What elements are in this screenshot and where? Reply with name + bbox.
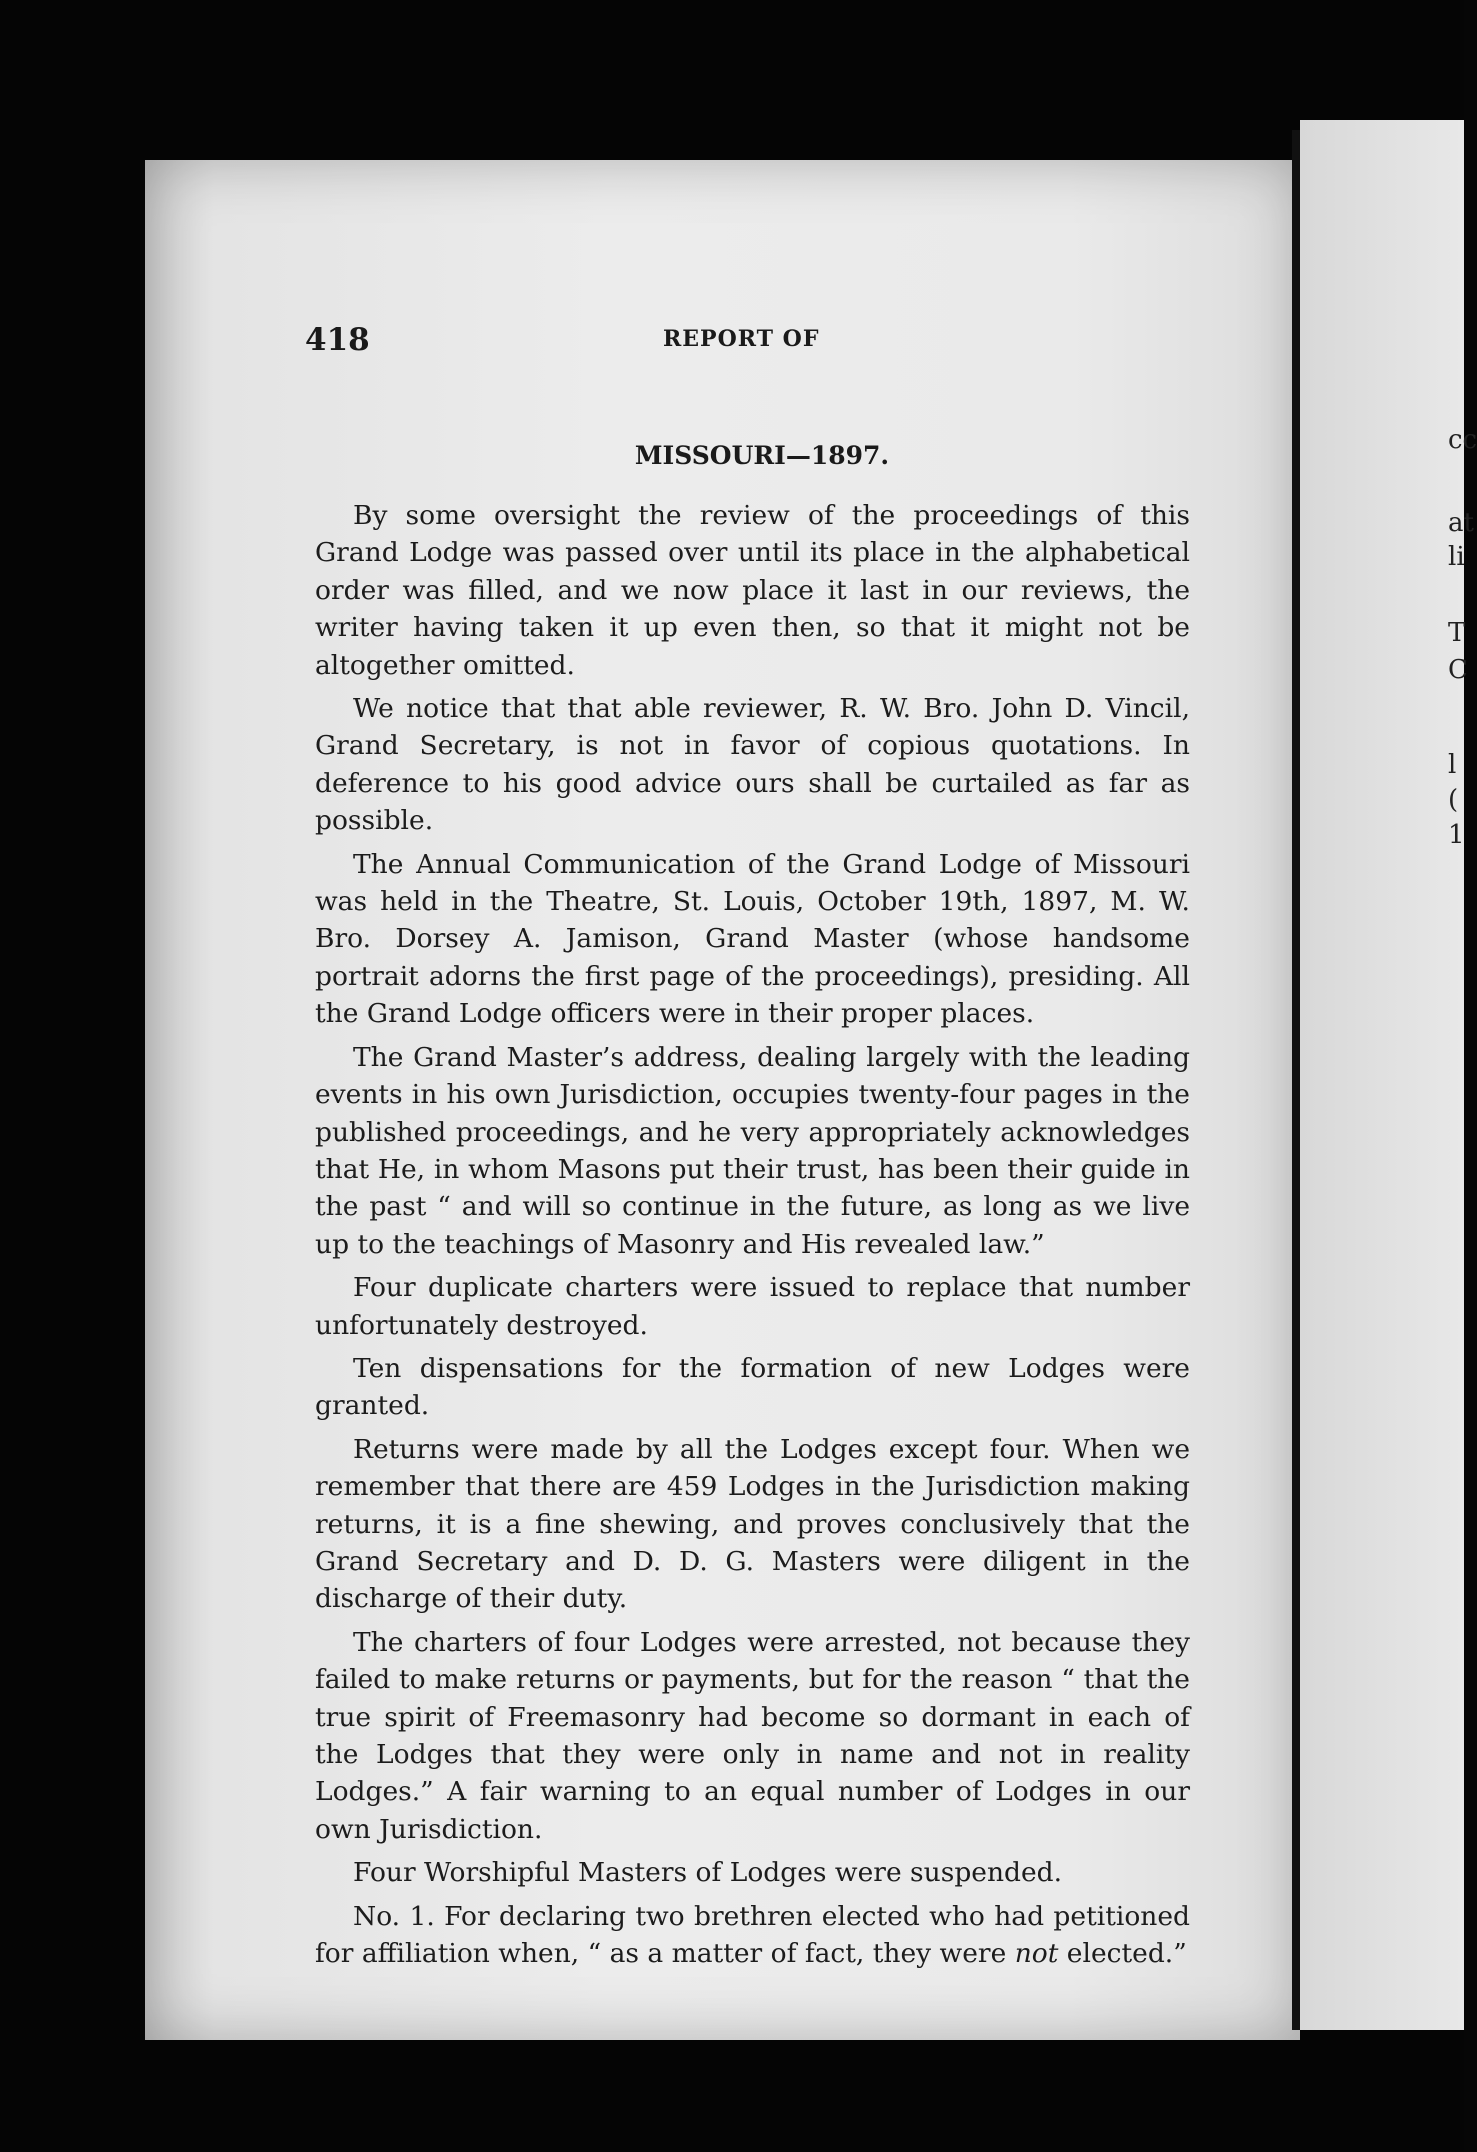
emphasis-text: not [1014, 1938, 1059, 1970]
adjacent-fragment: li [1448, 542, 1465, 572]
body-text [315, 497, 1190, 1978]
adjacent-fragment: ( [1448, 785, 1459, 815]
adjacent-fragment: l [1448, 750, 1457, 780]
running-head [0, 322, 1464, 362]
paragraph-last [315, 1898, 1190, 1973]
adjacent-fragment: cc [1448, 425, 1477, 455]
running-title: REPORT OF [663, 326, 820, 352]
paragraph-last-tail: elected.” [1058, 1938, 1187, 1970]
paragraph: The Grand Master’s address, dealing largely with the leading events in his own Jurisdiction, occupies twenty-four pages in the published proceedings, and he very appropriately acknowledges that He, in whom Masons put their trust, has been their guide in the past “ and will so continue in the future, as long as we live up to the teachings of Masonry and His revealed law.” [315, 1041, 1190, 1260]
page-number: 418 [305, 322, 370, 358]
paragraph: By some oversight the review of the proceedings of this Grand Lodge was passed over until its place in the alphabetical order was filled, and we now place it last in our reviews, the writer having taken it up even then, so that it might not be altogether omitted. [315, 500, 1190, 681]
paragraph: The Annual Communication of the Grand Lodge of Missouri was held in the Theatre, St. Louis, October 19th, 1897, M. W. Bro. Dorsey A. Jamison, Grand Master (whose handsome portrait adorns the first page of the proceedings), presiding. All the Grand Lodge officers were in their proper places. [315, 848, 1190, 1030]
adjacent-fragment: T [1448, 618, 1466, 648]
paragraph: Four Worshipful Masters of Lodges were suspended. [353, 1857, 1063, 1889]
paragraph: Ten dispensations for the formation of new Lodges were granted. [315, 1352, 1190, 1422]
paragraph: Returns were made by all the Lodges except four. When we remember that there are 459 Lodges in the Jurisdiction making returns, it is a fine shewing, and proves conclusively that the Grand Secretary and D. D. G. Masters were diligent in the discharge of their duty. [315, 1433, 1190, 1615]
adjacent-fragment: at [1448, 508, 1474, 538]
paragraph: Four duplicate charters were issued to replace that number unfortunately destroyed. [315, 1272, 1190, 1341]
page-gutter [1292, 130, 1300, 2030]
paragraph: We notice that that able reviewer, R. W. Bro. John D. Vincil, Grand Secretary, is not in favor of copious quotations. In deference to his good advice ours shall be curtailed as far as possible. [315, 693, 1190, 837]
paragraph: The charters of four Lodges were arrested, not because they failed to make returns or payments, but for the reason “ that the true spirit of Freemasonry had become so dormant in each of the Lodges that they were only in name and not in reality Lodges.” A fair warning to an equal number of Lodges in our own Jurisdiction. [315, 1626, 1190, 1845]
section-title: MISSOURI—1897. [634, 441, 890, 470]
paragraph-last-text: No. 1. For declaring two brethren elected who had petitioned for affiliation when, “ as a matter of fact, they were [315, 1900, 1190, 1970]
adjacent-fragment: 1 [1448, 820, 1465, 850]
adjacent-page [1300, 120, 1477, 2030]
adjacent-fragment: C [1448, 655, 1468, 685]
